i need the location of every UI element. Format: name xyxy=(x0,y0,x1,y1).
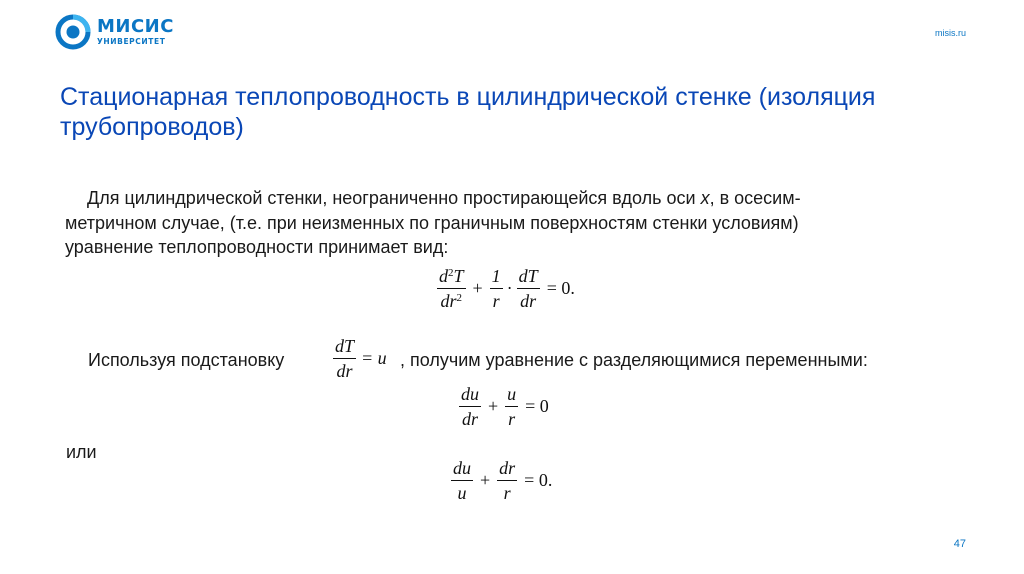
eq3-rhs: = 0. xyxy=(524,470,553,490)
eq2-plus: + xyxy=(488,396,499,416)
eq1-dot: · xyxy=(506,278,513,298)
eq1-frac-dT-dr: $\frac{dT}{dr}$ xyxy=(518,266,538,311)
logo-name: МИСИС xyxy=(97,16,174,38)
substitution-formula xyxy=(330,336,387,381)
equation-1 xyxy=(434,266,579,311)
intro-paragraph xyxy=(65,186,965,260)
substitution-text-before: Используя подстановку xyxy=(88,350,285,370)
eq1-plus: + xyxy=(472,278,483,298)
eq2-rhs: = 0 xyxy=(525,396,549,416)
eq2-frac-u-r: $\frac{u}{r}$ xyxy=(507,384,517,429)
subst-frac-dT-dr: $\frac{dT}{dr}$ xyxy=(335,336,355,381)
equation-3 xyxy=(448,458,556,503)
eq3-frac-du-u: $\frac{du}{u}$ xyxy=(453,458,471,503)
eq3-frac-dr-r: $\frac{dr}{r}$ xyxy=(499,458,516,503)
para-line3: уравнение теплопроводности принимает вид: xyxy=(65,237,449,257)
para-var-x: x xyxy=(700,188,710,208)
para-line2: метричном случае, (т.е. при неизменных по граничным поверхностям стенки условиям) xyxy=(65,212,799,233)
eq1-frac-d2T-dr2: $\frac{d^2T}{dr^2}$ xyxy=(439,266,464,311)
para-line1-a: Для цилиндрической стенки, неограниченно простирающейся вдоль оси xyxy=(87,188,701,208)
or-text: или xyxy=(66,442,97,462)
misis-logo xyxy=(55,14,174,50)
equation-2 xyxy=(456,384,553,429)
eq3-plus: + xyxy=(480,470,491,490)
eq1-frac-1-r: $\frac{1}{r}$ xyxy=(491,266,501,311)
subst-rhs: = u xyxy=(361,348,387,368)
substitution-text-after: , получим уравнение с разделяющимися переменными: xyxy=(400,350,868,370)
para-line1-b: , в осесим- xyxy=(709,188,801,208)
site-url: misis.ru xyxy=(935,28,966,38)
eq1-rhs: = 0. xyxy=(546,278,575,298)
page-number: 47 xyxy=(953,538,966,550)
misis-logo-icon xyxy=(55,14,91,50)
eq2-frac-du-dr: $\frac{du}{dr}$ xyxy=(461,384,479,429)
slide-title: Стационарная теплопроводность в цилиндрической стенке (изоляция трубопроводов) xyxy=(60,83,876,141)
logo-subtitle: УНИВЕРСИТЕТ xyxy=(97,37,166,47)
